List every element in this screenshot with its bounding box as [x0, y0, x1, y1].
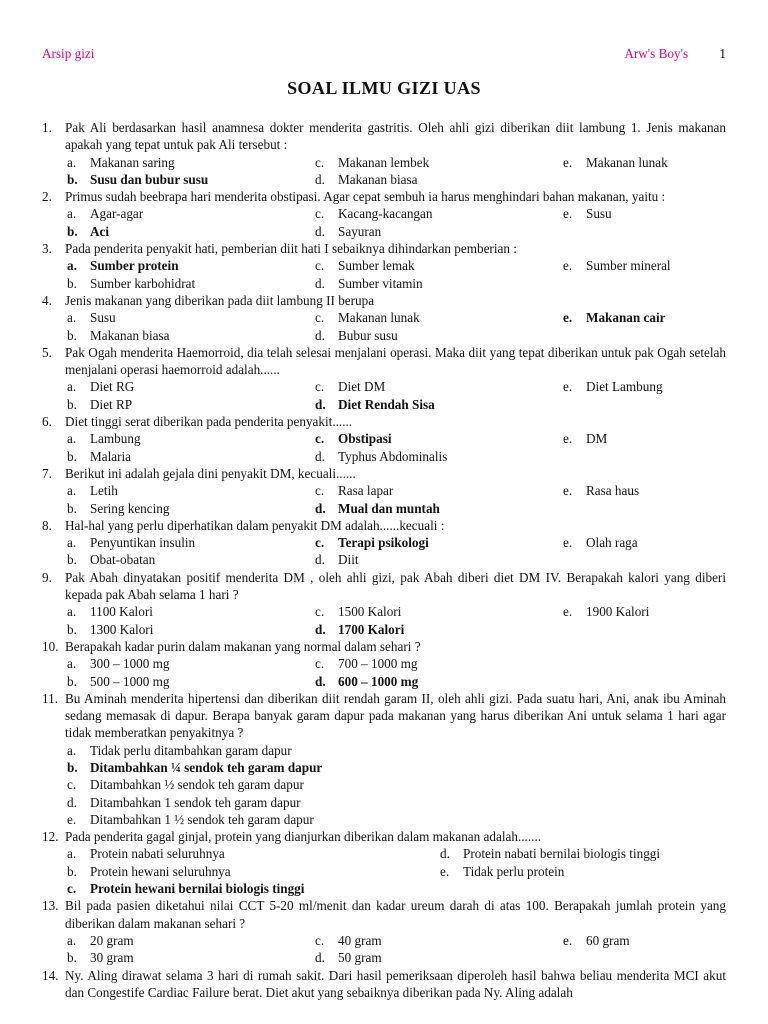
option-row [65, 223, 726, 240]
option-row [65, 863, 726, 880]
option-e [563, 603, 649, 620]
option-c [67, 776, 304, 793]
question-number: 6. [42, 414, 52, 430]
option-letter: b. [67, 448, 77, 464]
option-a [67, 655, 170, 672]
option-row [65, 880, 726, 897]
option-e [440, 863, 564, 880]
option-text: Susu dan bubur susu [90, 171, 209, 187]
option-b [67, 327, 169, 344]
option-d [315, 500, 440, 517]
option-letter: c. [315, 206, 325, 222]
option-text: Makanan saring [90, 154, 175, 170]
option-letter: b. [67, 759, 78, 775]
option-text: Diet DM [338, 379, 386, 395]
option-text: 700 – 1000 mg [338, 656, 418, 672]
question-12 [42, 828, 726, 897]
option-letter: b. [67, 275, 77, 291]
option-c [315, 205, 432, 222]
question-text: Diet tinggi serat diberikan pada penderita penyakit...... [65, 414, 353, 430]
option-text: Rasa lapar [338, 483, 394, 499]
option-letter: c. [67, 777, 77, 793]
option-e [563, 205, 612, 222]
option-text: 50 gram [338, 950, 382, 966]
option-text: Lambung [90, 431, 141, 447]
option-e [563, 534, 638, 551]
option-row [65, 171, 726, 188]
question-7 [42, 465, 726, 517]
option-b [67, 171, 208, 188]
option-letter: b. [67, 500, 77, 516]
option-text: Ditambahkan ½ sendok teh garam dapur [90, 777, 304, 793]
option-letter: a. [67, 431, 77, 447]
option-letter: b. [67, 327, 77, 343]
option-row [65, 603, 726, 620]
option-letter: d. [315, 552, 325, 568]
option-letter: c. [315, 154, 325, 170]
option-letter: e. [563, 154, 573, 170]
question-text: Pada penderita penyakit hati, pemberian diit hati I sebaiknya dihindarkan pemberian : [65, 241, 517, 257]
option-text: Bubur susu [338, 327, 398, 343]
option-letter: d. [315, 327, 325, 343]
question-13 [42, 897, 726, 966]
option-text: Sayuran [338, 223, 382, 239]
page-number: 1 [719, 46, 726, 61]
option-text: 300 – 1000 mg [90, 656, 170, 672]
option-text: Ditambahkan 1 ½ sendok teh garam dapur [90, 811, 314, 827]
option-b [67, 448, 131, 465]
question-body [65, 828, 726, 897]
option-text: Sumber vitamin [338, 275, 423, 291]
option-text: Tidak perlu protein [463, 863, 565, 879]
option-d [315, 551, 359, 568]
question-body [65, 897, 726, 966]
option-letter: d. [315, 950, 325, 966]
option-text: Susu [90, 310, 116, 326]
question-number: 8. [42, 517, 52, 533]
option-e [563, 309, 666, 326]
question-number: 9. [42, 569, 52, 585]
option-text: Penyuntikan insulin [90, 535, 196, 551]
option-row [65, 655, 726, 672]
question-number: 4. [42, 292, 52, 308]
option-text: Diet RG [90, 379, 135, 395]
question-text: Pak Abah dinyatakan positif menderita DM , oleh ahli gizi, pak Abah diberi diet DM IV. Berapakah kalori yang diberi kepada pak Abah selama 1 hari ? [65, 569, 726, 603]
question-4 [42, 292, 726, 344]
header-right-group [624, 46, 726, 61]
option-letter: a. [67, 310, 77, 326]
option-c [315, 257, 415, 274]
option-text: Makanan biasa [338, 171, 418, 187]
option-text: Makanan lunak [338, 310, 420, 326]
option-letter: c. [315, 535, 325, 551]
question-list [42, 119, 726, 1001]
option-letter: d. [315, 448, 325, 464]
option-text: Obstipasi [338, 431, 392, 447]
header-author-label: Arw's Boy's [624, 46, 689, 61]
option-b [67, 673, 170, 690]
option-a [67, 534, 195, 551]
option-c [315, 430, 392, 447]
option-text: 1500 Kalori [338, 604, 402, 620]
option-row [65, 794, 726, 811]
option-d [315, 171, 417, 188]
question-10 [42, 638, 726, 690]
option-b [67, 863, 231, 880]
question-number: 3. [42, 241, 52, 257]
option-letter: c. [315, 379, 325, 395]
option-a [67, 378, 134, 395]
option-letter: a. [67, 154, 77, 170]
option-text: Mual dan muntah [338, 500, 440, 516]
option-letter: c. [315, 932, 325, 948]
option-text: Protein hewani seluruhnya [90, 863, 231, 879]
option-text: 60 gram [586, 932, 630, 948]
option-text: Diet Lambung [586, 379, 663, 395]
option-letter: c. [315, 258, 325, 274]
option-text: Sering kencing [90, 500, 170, 516]
question-body [65, 240, 726, 292]
option-d [315, 621, 404, 638]
option-text: 1100 Kalori [90, 604, 153, 620]
option-row [65, 430, 726, 447]
option-d [315, 673, 418, 690]
option-c [315, 655, 418, 672]
question-text: Pada penderita gagal ginjal, protein yang dianjurkan diberikan dalam makanan adalah....... [65, 829, 542, 845]
option-text: Rasa haus [586, 483, 640, 499]
option-letter: e. [440, 863, 450, 879]
option-row [65, 257, 726, 274]
option-text: Sumber mineral [586, 258, 671, 274]
option-text: Makanan lunak [586, 154, 668, 170]
option-letter: c. [315, 483, 325, 499]
option-b [67, 551, 155, 568]
question-8 [42, 517, 726, 569]
option-e [563, 257, 671, 274]
question-text: Ny. Aling dirawat selama 3 hari di rumah sakit. Dari hasil pemeriksaan diperoleh hasil bahwa beliau menderita MCI akut dan Congestife Cardiac Failure berat. Diet akut yang sebaiknya diberikan pada Ny. Aling adalah [65, 967, 726, 1000]
option-letter: b. [67, 223, 78, 239]
option-letter: a. [67, 206, 77, 222]
option-letter: e. [563, 258, 573, 274]
question-14 [42, 967, 726, 1002]
option-c [315, 154, 429, 171]
option-row [65, 500, 726, 517]
option-letter: a. [67, 379, 77, 395]
question-body [65, 465, 726, 517]
document-title: SOAL ILMU GIZI UAS [287, 78, 481, 98]
option-letter: d. [315, 673, 326, 689]
option-letter: a. [67, 535, 77, 551]
option-a [67, 257, 179, 274]
option-row [65, 949, 726, 966]
option-letter: a. [67, 932, 77, 948]
option-letter: b. [67, 863, 77, 879]
option-letter: d. [315, 621, 326, 637]
page-header [42, 46, 726, 61]
option-text: 1300 Kalori [90, 621, 154, 637]
question-text: Berapakah kadar purin dalam makanan yang normal dalam sehari ? [65, 638, 421, 654]
question-number: 13. [42, 898, 59, 914]
option-letter: d. [67, 794, 77, 810]
option-b [67, 500, 169, 517]
option-text: 600 – 1000 mg [338, 673, 419, 689]
question-11 [42, 690, 726, 828]
option-c [315, 482, 393, 499]
option-letter: c. [67, 881, 77, 897]
option-letter: d. [315, 396, 326, 412]
question-text: Bu Aminah menderita hipertensi dan diberikan diit rendah garam II, oleh ahli gizi. Pada suatu hari, Ani, anak ibu Aminah sedang memasak di dapur. Berapa banyak garam dapur pada makanan yang harus diberikan Ani untuk selama 1 hari agar tidak memberatkan penyakitnya ? [65, 690, 726, 741]
option-row [65, 378, 726, 395]
question-body [65, 292, 726, 344]
option-letter: b. [67, 950, 77, 966]
option-c [315, 932, 382, 949]
option-letter: a. [67, 656, 77, 672]
option-a [67, 430, 141, 447]
question-number: 1. [42, 120, 52, 135]
option-c [315, 309, 420, 326]
question-number: 5. [42, 344, 52, 360]
question-body [65, 517, 726, 569]
option-row [65, 759, 726, 776]
option-a [67, 482, 118, 499]
option-text: Agar-agar [90, 206, 144, 222]
option-letter: a. [67, 742, 77, 758]
option-text: Protein nabati bernilai biologis tinggi [463, 846, 661, 862]
option-letter: a. [67, 604, 77, 620]
option-letter: b. [67, 552, 77, 568]
option-row [65, 327, 726, 344]
option-d [67, 794, 301, 811]
option-row [65, 932, 726, 949]
option-d [315, 949, 382, 966]
option-c [315, 378, 385, 395]
option-letter: b. [67, 673, 77, 689]
question-number: 12. [42, 829, 59, 845]
option-letter: a. [67, 258, 77, 274]
option-row [65, 776, 726, 793]
option-text: Malaria [90, 448, 132, 464]
option-b [67, 275, 195, 292]
option-text: 1700 Kalori [338, 621, 405, 637]
option-letter: c. [315, 656, 325, 672]
option-letter: e. [563, 379, 573, 395]
question-body [65, 188, 726, 240]
question-body [65, 967, 726, 1002]
option-text: Diet Rendah Sisa [338, 396, 435, 412]
option-row [65, 811, 726, 828]
question-body [65, 690, 726, 828]
option-a [67, 205, 143, 222]
option-row [65, 309, 726, 326]
option-letter: e. [563, 604, 573, 620]
question-2 [42, 188, 726, 240]
option-text: DM [586, 431, 608, 447]
option-letter: a. [67, 846, 77, 862]
question-body [65, 569, 726, 638]
option-d [315, 275, 423, 292]
question-6 [42, 413, 726, 465]
option-row [65, 275, 726, 292]
option-row [65, 205, 726, 222]
question-3 [42, 240, 726, 292]
option-text: Aci [90, 223, 110, 239]
question-text: Primus sudah beebrapa hari menderita obstipasi. Agar cepat sembuh ia harus menghindari bahan makanan, yaitu : [65, 189, 666, 205]
option-text: Susu [586, 206, 612, 222]
option-letter: d. [440, 846, 450, 862]
option-text: 40 gram [338, 932, 382, 948]
option-row [65, 154, 726, 171]
option-letter: e. [563, 310, 573, 326]
question-5 [42, 344, 726, 413]
option-text: Ditambahkan 1 sendok teh garam dapur [90, 794, 301, 810]
question-text: Pak Ogah menderita Haemorroid, dia telah selesai menjalani operasi. Maka diit yang tepat diberikan untuk pak Ogah setelah menjalani operasi haemorroid adalah...... [65, 344, 726, 378]
option-text: 500 – 1000 mg [90, 673, 170, 689]
option-c [315, 603, 401, 620]
option-letter: e. [563, 431, 573, 447]
option-d [315, 396, 435, 413]
question-1 [42, 119, 726, 188]
option-letter: d. [315, 500, 326, 516]
option-text: Protein nabati seluruhnya [90, 846, 225, 862]
option-b [67, 621, 153, 638]
question-text: Jenis makanan yang diberikan pada diit lambung II berupa [65, 292, 375, 308]
option-letter: c. [315, 431, 325, 447]
option-text: Tidak perlu ditambahkan garam dapur [90, 742, 292, 758]
option-row [65, 621, 726, 638]
option-text: Sumber karbohidrat [90, 275, 196, 291]
option-text: Kacang-kacangan [338, 206, 433, 222]
option-letter: e. [563, 483, 573, 499]
option-text: Sumber lemak [338, 258, 415, 274]
option-d [315, 327, 398, 344]
option-text: Letih [90, 483, 118, 499]
option-letter: c. [315, 310, 325, 326]
question-number: 2. [42, 189, 52, 205]
option-text: Ditambahkan ¼ sendok teh garam dapur [90, 759, 323, 775]
question-text: Berikut ini adalah gejala dini penyakit DM, kecuali...... [65, 465, 356, 481]
header-left-label: Arsip gizi [42, 46, 95, 61]
option-text: Diet RP [90, 396, 133, 412]
option-a [67, 742, 292, 759]
option-c [315, 534, 429, 551]
option-a [67, 845, 225, 862]
question-body [65, 344, 726, 413]
option-text: Obat-obatan [90, 552, 156, 568]
option-e [563, 482, 639, 499]
option-text: 30 gram [90, 950, 134, 966]
option-b [67, 949, 134, 966]
option-text: Sumber protein [90, 258, 179, 274]
option-letter: d. [315, 275, 325, 291]
question-text: Pak Ali berdasarkan hasil anamnesa dokter menderita gastritis. Oleh ahli gizi diberikan diit lambung 1. Jenis makanan apakah yang tepat untuk pak Ali tersebut : [65, 120, 726, 153]
option-b [67, 759, 322, 776]
option-text: Makanan lembek [338, 154, 430, 170]
option-letter: c. [315, 604, 325, 620]
option-e [563, 378, 663, 395]
option-text: 20 gram [90, 932, 134, 948]
question-number: 10. [42, 638, 59, 654]
question-text: Hal-hal yang perlu diperhatikan dalam penyakit DM adalah......kecuali : [65, 517, 445, 533]
question-number: 14. [42, 967, 59, 983]
option-a [67, 309, 116, 326]
option-a [67, 154, 175, 171]
option-text: Makanan biasa [90, 327, 170, 343]
option-text: Terapi psikologi [338, 535, 429, 551]
option-letter: e. [563, 932, 573, 948]
question-9 [42, 569, 726, 638]
option-e [563, 154, 668, 171]
option-letter: a. [67, 483, 77, 499]
option-e [563, 430, 607, 447]
option-row [65, 396, 726, 413]
option-letter: e. [563, 535, 573, 551]
option-letter: b. [67, 171, 78, 187]
option-a [67, 932, 134, 949]
option-text: Olah raga [586, 535, 638, 551]
option-b [67, 223, 109, 240]
option-text: Typhus Abdominalis [338, 448, 448, 464]
option-letter: b. [67, 621, 77, 637]
question-body [65, 119, 726, 188]
question-number: 7. [42, 465, 52, 481]
option-row [65, 448, 726, 465]
option-row [65, 742, 726, 759]
question-text: Bil pada pasien diketahui nilai CCT 5-20 ml/menit dan kadar ureum darah di atas 100. Berapakah jumlah protein yang diberikan dalam makanan sehari ? [65, 898, 726, 931]
option-letter: d. [315, 223, 325, 239]
option-b [67, 396, 132, 413]
option-c [67, 880, 304, 897]
option-row [65, 551, 726, 568]
question-body [65, 638, 726, 690]
option-letter: d. [315, 171, 325, 187]
option-letter: e. [67, 811, 77, 827]
option-letter: e. [563, 206, 573, 222]
option-row [65, 534, 726, 551]
option-a [67, 603, 153, 620]
option-e [563, 932, 630, 949]
option-letter: b. [67, 396, 77, 412]
question-number: 11. [42, 690, 58, 706]
option-text: 1900 Kalori [586, 604, 650, 620]
option-text: Diit [338, 552, 359, 568]
option-d [440, 845, 660, 862]
option-e [67, 811, 314, 828]
option-text: Makanan cair [586, 310, 666, 326]
option-row [65, 482, 726, 499]
question-body [65, 413, 726, 465]
option-d [315, 448, 447, 465]
option-row [65, 845, 726, 862]
option-d [315, 223, 381, 240]
option-text: Protein hewani bernilai biologis tinggi [90, 881, 305, 897]
option-row [65, 673, 726, 690]
